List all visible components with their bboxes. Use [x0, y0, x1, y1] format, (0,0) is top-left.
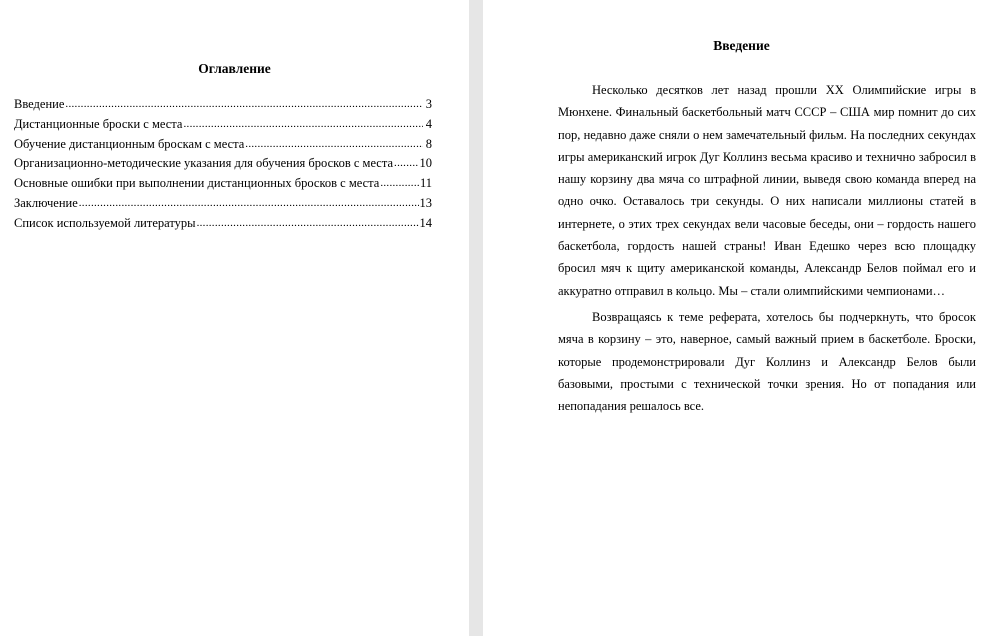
toc-dot-leader — [197, 215, 419, 227]
toc-entry-label: Организационно-методические указания для обучения бросков с места — [14, 156, 394, 171]
section-body — [558, 79, 976, 421]
toc-entry-label: Дистанционные броски с места — [14, 116, 183, 131]
toc-entry-label: Обучение дистанционным броскам с места — [14, 136, 245, 151]
toc-entry-page: 14 — [419, 215, 432, 230]
toc-title: Оглавление — [198, 61, 271, 76]
toc-dot-leader — [394, 155, 418, 167]
toc-dot-leader — [245, 136, 423, 148]
toc-entry-label: Основные ошибки при выполнении дистанционных бросков с места — [14, 176, 380, 191]
toc-dot-leader — [65, 96, 423, 108]
toc-entry-page: 10 — [419, 156, 432, 171]
toc-entry — [14, 175, 432, 195]
toc-entry-page: 13 — [419, 195, 432, 210]
section-title: Введение — [713, 38, 770, 53]
toc-dot-leader — [79, 195, 419, 207]
toc-entry-label: Список используемой литературы — [14, 215, 196, 230]
toc-entry-page: 8 — [425, 136, 432, 151]
body-paragraph: Возвращаясь к теме реферата, хотелось бы подчеркнуть, что бросок мяча в корзину – это, наверное, самый важный прием в баскетболе. Броски, которые продемонстрировали Дуг Коллинз и Александр Белов были базовыми, простыми с технической точки зрения. Но от попадания или непопадания решалось все. — [558, 309, 976, 414]
toc-entry — [14, 136, 432, 156]
toc-entry — [14, 96, 432, 116]
toc-entry — [14, 155, 432, 175]
toc-entry-label: Заключение — [14, 195, 78, 210]
toc-entry — [14, 195, 432, 215]
toc-entry — [14, 215, 432, 235]
body-paragraph: Несколько десятков лет назад прошли XX Олимпийские игры в Мюнхене. Финальный баскетбольный матч СССР – США мир помнит до сих пор, недавно даже сняли о нем замечательный фильм. На последних секундах игры американский игрок Дуг Коллинз весьма красиво и технично забросил в нашу корзину два мяча со штрафной линии, выведя свою команда вперед на одно очко. Оставалось три секунды. О них написали миллионы статей в интернете, о этих трех секундах вели часовые беседы, они – гордость нашего баскетбола, гордость нашей страны! Иван Едешко через всю площадку бросил мяч к щиту американской команды, Александр Белов поймал его и аккуратно отправил в кольцо. Мы – стали олимпийскими чемпионами… — [558, 83, 976, 298]
document-page-left — [0, 0, 469, 636]
toc-entry-page: 3 — [425, 97, 432, 111]
toc-dot-leader — [183, 116, 423, 128]
document-page-right — [483, 0, 1000, 636]
toc-dot-leader — [380, 175, 419, 187]
toc-entry-label: Введение — [14, 97, 65, 111]
toc-entry — [14, 116, 432, 136]
toc-entry-page: 4 — [425, 116, 432, 131]
table-of-contents — [14, 96, 432, 235]
toc-entry-page: 11 — [419, 176, 432, 191]
